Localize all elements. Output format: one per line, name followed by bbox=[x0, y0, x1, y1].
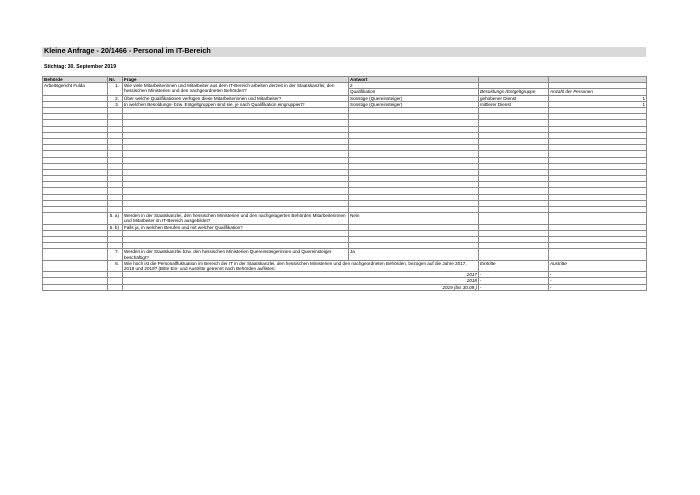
table-row-q8 bbox=[43, 260, 647, 271]
q8-eintritte-header: Eintritte bbox=[479, 260, 549, 271]
q5b-nr: 5. b) bbox=[108, 224, 123, 230]
q3-frage: In welchen Besoldungs- bzw. Entgeltgruppen sind sie, je nach Qualifikation eingruppiert? bbox=[123, 101, 349, 107]
q1-antwort: 2 bbox=[349, 83, 479, 89]
year-austritte: - bbox=[549, 284, 647, 290]
header-behoerde: Behörde bbox=[43, 77, 108, 83]
q3-qualifikation: Sonstige (Quereinsteiger) bbox=[349, 101, 479, 107]
table-row-year bbox=[43, 284, 647, 290]
behoerde-cell: Arbeitsgericht Fulda bbox=[43, 83, 108, 95]
empty-cell bbox=[43, 284, 108, 290]
q8-frage: Wie hoch ist die Personalfluktuation im Bereich der IT in der Staatskanzlei, den hessischen Ministerien und den nachgeordneten Behörden, bezogen auf die Jahre 2017, 2018 und 2019? (Bitte Ein- und Austritte getrennt nach Behörden auflisten: bbox=[123, 260, 479, 271]
table-row-q5a bbox=[43, 213, 647, 224]
year-austritte: - bbox=[549, 272, 647, 278]
stichtag-line: Stichtag: 30. September 2019 bbox=[44, 64, 117, 70]
empty-cell bbox=[108, 284, 123, 290]
q3-besoldung: mittlerer Dienst bbox=[479, 101, 549, 107]
header-frage: Frage bbox=[123, 77, 349, 83]
subheader-besoldung: Besoldungs-/Entgeltgruppe bbox=[479, 89, 549, 95]
q1-nr: 1. bbox=[108, 83, 123, 95]
table-row-q7 bbox=[43, 249, 647, 260]
year-label: 2018 bbox=[123, 278, 479, 284]
header-nr: Nr. bbox=[108, 77, 123, 83]
q7-antwort: Ja bbox=[349, 249, 479, 260]
empty-cell bbox=[43, 260, 108, 271]
year-label: 2019 (bis 30.09.) bbox=[123, 284, 479, 290]
subheader-qualifikation: Qualifikation bbox=[349, 89, 479, 95]
q7-frage: Werden in der Staatskanzlei bzw. den hessischen Ministerien Quereinsteigerinnen und Quereinsteiger beschäftigt? bbox=[123, 249, 349, 260]
empty-cell bbox=[43, 213, 108, 224]
q8-nr: 8. bbox=[108, 260, 123, 271]
year-eintritte: - bbox=[479, 284, 549, 290]
year-label: 2017 bbox=[123, 272, 479, 278]
q5a-antwort: Nein bbox=[349, 213, 479, 224]
q3-anzahl: 1 bbox=[549, 101, 647, 107]
q2-nr: 2. bbox=[108, 95, 123, 101]
answer-table bbox=[42, 76, 647, 291]
empty-cell bbox=[479, 213, 549, 224]
q3-nr: 3. bbox=[108, 101, 123, 107]
subheader-anzahl: Anzahl der Personen bbox=[549, 89, 647, 95]
q5b-frage: Falls ja, in welchen Berufen und mit welcher Qualifikation? bbox=[123, 224, 349, 230]
q2-anzahl: 1 bbox=[549, 95, 647, 101]
empty-cell bbox=[479, 249, 549, 260]
empty-cell bbox=[549, 249, 647, 260]
empty-cell bbox=[549, 213, 647, 224]
empty-cell bbox=[43, 249, 108, 260]
year-austritte: - bbox=[549, 278, 647, 284]
q8-austritte-header: Austritte bbox=[549, 260, 647, 271]
q2-qualifikation: Sonstige (Quereinsteiger) bbox=[349, 95, 479, 101]
year-eintritte: - bbox=[479, 272, 549, 278]
q1-frage: Wie viele Mitarbeiterinnen und Mitarbeiter aus dem IT-Bereich arbeiten derzeit in der Staatskanzlei, den hessischen Ministerien und den nachgeordneten Behörden? bbox=[123, 83, 349, 95]
year-eintritte: - bbox=[479, 278, 549, 284]
q5a-nr: 5. a) bbox=[108, 213, 123, 224]
document-title: Kleine Anfrage - 20/1466 - Personal im IT-Bereich bbox=[44, 46, 211, 55]
q2-frage: Über welche Qualifikationen verfügen diese Mitarbeiterinnen und Mitarbeiter? bbox=[123, 95, 349, 101]
header-antwort: Antwort bbox=[349, 77, 479, 83]
q5a-frage: Werden in der Staatskanzlei, den hessischen Ministerien und den nachgelagerten Behörden Mitarbeiterinnen und Mitarbeiter im IT-Bereich ausgebildet? bbox=[123, 213, 349, 224]
q2-besoldung: gehobener Dienst bbox=[479, 95, 549, 101]
q7-nr: 7. bbox=[108, 249, 123, 260]
